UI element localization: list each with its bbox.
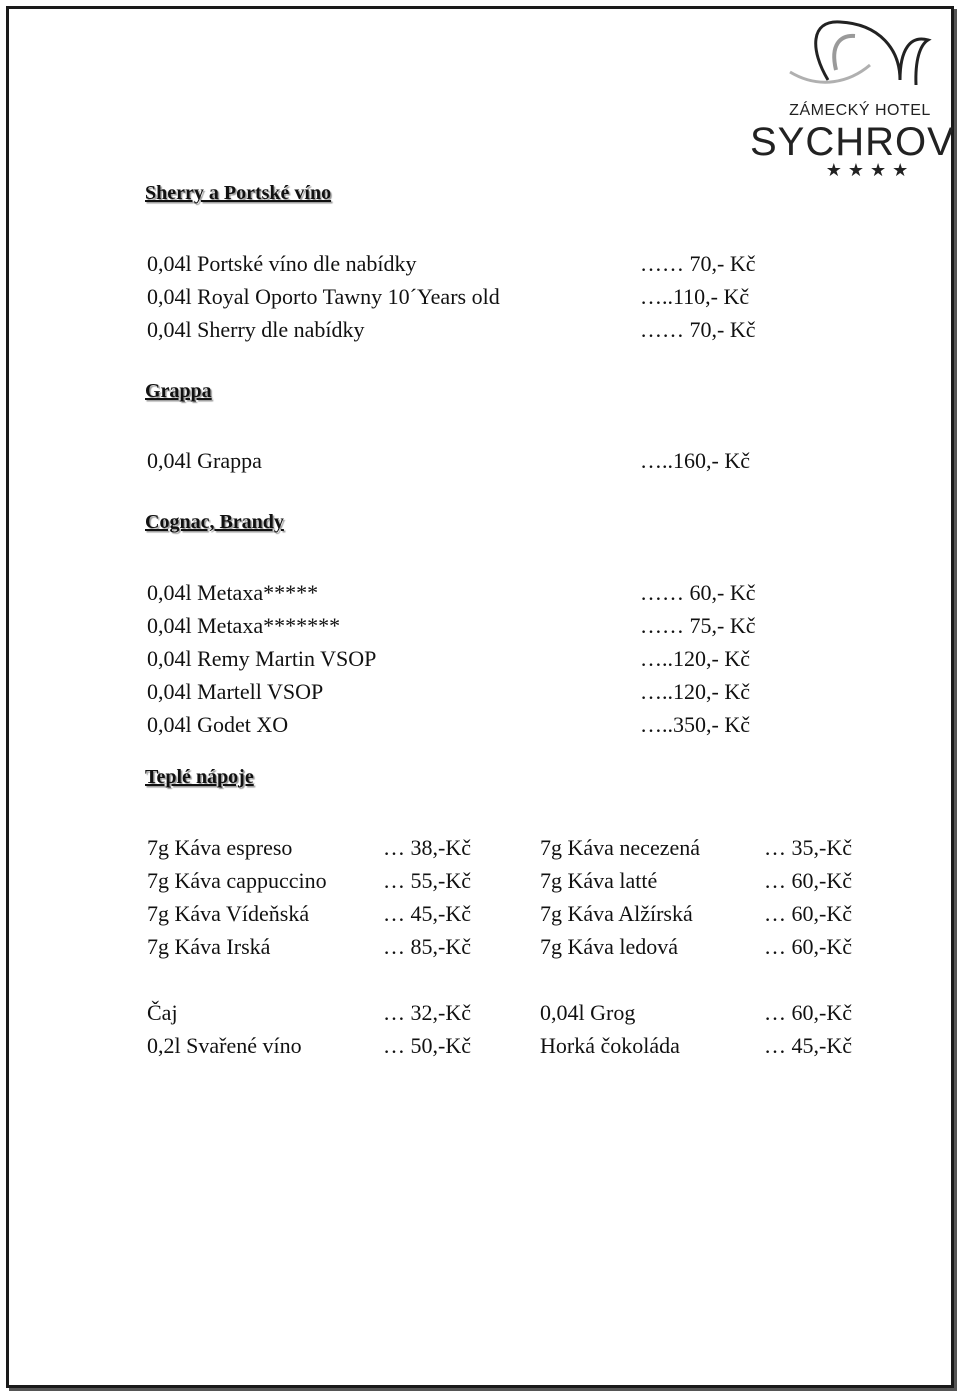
logo-subtitle: ZÁMECKÝ HOTEL bbox=[789, 102, 931, 119]
menu-item-name: 0,04l Martell VSOP bbox=[147, 679, 324, 704]
section-heading-hot-drinks: Teplé nápoje bbox=[145, 766, 254, 788]
hot-item-price: … 60,-Kč bbox=[764, 934, 852, 959]
menu-item-price: …… 70,- Kč bbox=[640, 251, 756, 276]
hot-item-name: 7g Káva espreso bbox=[147, 835, 293, 860]
hot-item-name: 7g Káva Vídeňská bbox=[147, 901, 310, 926]
hot-item-name: Horká čokoláda bbox=[540, 1033, 680, 1058]
menu-item-price: …..350,- Kč bbox=[640, 712, 750, 737]
hot-item-price: … 60,-Kč bbox=[764, 901, 852, 926]
menu-item-name: 0,04l Royal Oporto Tawny 10´Years old bbox=[147, 284, 500, 309]
hot-item-name: Čaj bbox=[147, 1000, 178, 1025]
menu-item-price: …..110,- Kč bbox=[640, 284, 750, 309]
menu-item-name: 0,04l Grappa bbox=[147, 448, 262, 473]
hot-item-name: 7g Káva Alžírská bbox=[540, 901, 693, 926]
logo-stars: ★★★★ bbox=[825, 160, 915, 181]
hot-item-name: 7g Káva latté bbox=[540, 868, 658, 893]
hot-item-name: 7g Káva necezená bbox=[540, 835, 701, 860]
menu-item-name: 0,04l Godet XO bbox=[147, 712, 289, 737]
hotel-logo bbox=[750, 10, 955, 181]
hot-item-name: 0,04l Grog bbox=[540, 1000, 636, 1025]
menu-item-name: 0,04l Metaxa***** bbox=[147, 580, 319, 605]
menu-item-price: …..160,- Kč bbox=[640, 448, 750, 473]
hot-item-price: … 85,-Kč bbox=[383, 934, 471, 959]
menu-item-price: …..120,- Kč bbox=[640, 679, 750, 704]
menu-item-name: 0,04l Remy Martin VSOP bbox=[147, 646, 377, 671]
hot-item-name: 7g Káva ledová bbox=[540, 934, 679, 959]
hot-item-name: 7g Káva cappuccino bbox=[147, 868, 327, 893]
menu-item-price: …..120,- Kč bbox=[640, 646, 750, 671]
hot-item-name: 7g Káva Irská bbox=[147, 934, 271, 959]
hot-item-price: … 38,-Kč bbox=[383, 835, 471, 860]
logo-title: SYCHROV bbox=[750, 120, 955, 164]
hot-item-price: … 45,-Kč bbox=[383, 901, 471, 926]
hot-item-name: 0,2l Svařené víno bbox=[147, 1033, 302, 1058]
section-heading-grappa: Grappa bbox=[145, 380, 212, 402]
hot-item-price: … 60,-Kč bbox=[764, 868, 852, 893]
section-heading-cognac: Cognac, Brandy bbox=[145, 511, 284, 533]
hot-item-price: … 45,-Kč bbox=[764, 1033, 852, 1058]
hot-item-price: … 60,-Kč bbox=[764, 1000, 852, 1025]
menu-item-price: …… 70,- Kč bbox=[640, 317, 756, 342]
hot-item-price: … 50,-Kč bbox=[383, 1033, 471, 1058]
hot-item-price: … 55,-Kč bbox=[383, 868, 471, 893]
section-heading-sherry: Sherry a Portské víno bbox=[145, 182, 332, 204]
swirl-logo-icon bbox=[750, 10, 940, 110]
menu-item-name: 0,04l Sherry dle nabídky bbox=[147, 317, 365, 342]
menu-item-price: …… 75,- Kč bbox=[640, 613, 756, 638]
menu-item-price: …… 60,- Kč bbox=[640, 580, 756, 605]
hot-item-price: … 35,-Kč bbox=[764, 835, 852, 860]
hot-item-price: … 32,-Kč bbox=[383, 1000, 471, 1025]
menu-item-name: 0,04l Metaxa******* bbox=[147, 613, 341, 638]
menu-item-name: 0,04l Portské víno dle nabídky bbox=[147, 251, 417, 276]
